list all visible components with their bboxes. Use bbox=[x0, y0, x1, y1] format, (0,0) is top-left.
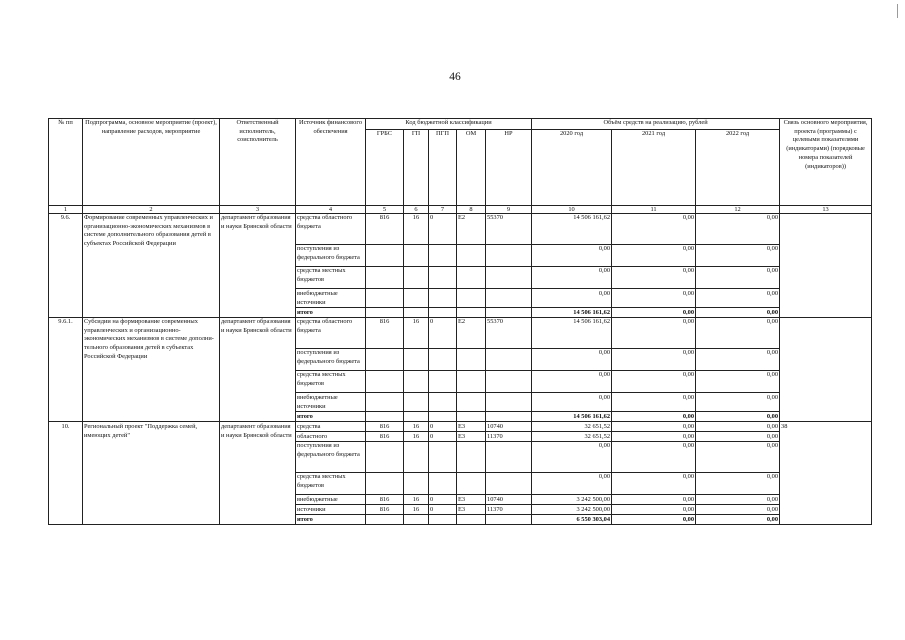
amount-2021: 0,00 bbox=[612, 422, 696, 432]
pgp-code: 0 bbox=[429, 432, 457, 442]
pgp-code bbox=[429, 515, 457, 525]
header-budget-code: Код бюджетной классификации bbox=[366, 119, 532, 130]
amount-2021: 0,00 bbox=[612, 349, 696, 371]
gp-code bbox=[404, 473, 429, 495]
funding-source: областного bbox=[296, 432, 366, 442]
amount-2021: 0,00 bbox=[612, 289, 696, 308]
funding-source: средства местных бюджетов bbox=[296, 371, 366, 393]
pgp-code bbox=[429, 442, 457, 473]
pgp-code: 0 bbox=[429, 422, 457, 432]
header-link: Связь основного мероприятия, проекта (программы) с целевыми показателями (индикаторами) (порядковые номера показателей (индикаторов)) bbox=[780, 119, 872, 206]
om-code: Е3 bbox=[457, 495, 486, 505]
nr-code: 55370 bbox=[486, 214, 532, 245]
amount-2022: 0,00 bbox=[696, 473, 780, 495]
gp-code: 16 bbox=[404, 495, 429, 505]
table-row bbox=[49, 214, 872, 245]
amount-2022: 0,00 bbox=[696, 214, 780, 245]
grbs-code: 816 bbox=[366, 318, 404, 349]
nr-code: 11370 bbox=[486, 505, 532, 515]
om-code: Е2 bbox=[457, 214, 486, 245]
gp-code bbox=[404, 349, 429, 371]
column-number: 8 bbox=[457, 206, 486, 214]
program-name: Региональный проект "Поддержка семей, имеющих детей" bbox=[83, 422, 220, 525]
amount-2022: 0,00 bbox=[696, 412, 780, 422]
column-number: 7 bbox=[429, 206, 457, 214]
amount-2020: 0,00 bbox=[532, 393, 612, 412]
amount-2021: 0,00 bbox=[612, 432, 696, 442]
column-number: 10 bbox=[532, 206, 612, 214]
header-nr: НР bbox=[486, 130, 532, 206]
indicator-link: 38 bbox=[780, 422, 872, 525]
om-code bbox=[457, 515, 486, 525]
funding-source: поступления из федерального бюджета bbox=[296, 245, 366, 267]
nr-code bbox=[486, 308, 532, 318]
grbs-code bbox=[366, 267, 404, 289]
row-number: 9.6. bbox=[49, 214, 83, 318]
amount-2022: 0,00 bbox=[696, 267, 780, 289]
amount-2020: 3 242 500,00 bbox=[532, 495, 612, 505]
amount-2020: 6 550 303,04 bbox=[532, 515, 612, 525]
gp-code bbox=[404, 245, 429, 267]
header-2021: 2021 год bbox=[612, 130, 696, 206]
funding-source: поступления из федерального бюджета bbox=[296, 349, 366, 371]
amount-2022: 0,00 bbox=[696, 422, 780, 432]
table-row bbox=[49, 422, 872, 432]
amount-2021: 0,00 bbox=[612, 473, 696, 495]
funding-source: итого bbox=[296, 412, 366, 422]
grbs-code: 816 bbox=[366, 495, 404, 505]
amount-2020: 14 506 161,62 bbox=[532, 412, 612, 422]
grbs-code bbox=[366, 442, 404, 473]
header-2020: 2020 год bbox=[532, 130, 612, 206]
column-number: 1 bbox=[49, 206, 83, 214]
amount-2020: 0,00 bbox=[532, 289, 612, 308]
scan-edge-mark bbox=[897, 4, 898, 18]
grbs-code bbox=[366, 308, 404, 318]
table-row bbox=[49, 318, 872, 349]
amount-2021: 0,00 bbox=[612, 412, 696, 422]
funding-source: средства областного бюджета bbox=[296, 214, 366, 245]
grbs-code bbox=[366, 289, 404, 308]
pgp-code bbox=[429, 473, 457, 495]
pgp-code: 0 bbox=[429, 318, 457, 349]
column-number: 12 bbox=[696, 206, 780, 214]
header-responsible: Ответственный исполнитель, соисполнитель bbox=[220, 119, 296, 206]
header-source: Источник финансового обеспечения bbox=[296, 119, 366, 206]
om-code bbox=[457, 371, 486, 393]
indicator-link bbox=[780, 214, 872, 318]
nr-code bbox=[486, 442, 532, 473]
amount-2021: 0,00 bbox=[612, 495, 696, 505]
header-gp: ГП bbox=[404, 130, 429, 206]
gp-code: 16 bbox=[404, 214, 429, 245]
gp-code bbox=[404, 371, 429, 393]
column-number-row bbox=[49, 206, 872, 214]
grbs-code: 816 bbox=[366, 505, 404, 515]
om-code bbox=[457, 473, 486, 495]
nr-code bbox=[486, 473, 532, 495]
funding-source: внебюджетные bbox=[296, 495, 366, 505]
header-row bbox=[49, 119, 872, 130]
amount-2020: 14 506 161,62 bbox=[532, 214, 612, 245]
amount-2021: 0,00 bbox=[612, 505, 696, 515]
responsible-executor: департамент образования и науки Брянской области bbox=[220, 214, 296, 318]
amount-2021: 0,00 bbox=[612, 267, 696, 289]
grbs-code bbox=[366, 349, 404, 371]
amount-2021: 0,00 bbox=[612, 214, 696, 245]
grbs-code bbox=[366, 473, 404, 495]
funding-source: внебюджетные источники bbox=[296, 393, 366, 412]
gp-code: 16 bbox=[404, 318, 429, 349]
amount-2020: 0,00 bbox=[532, 349, 612, 371]
pgp-code bbox=[429, 245, 457, 267]
funding-source: итого bbox=[296, 308, 366, 318]
amount-2020: 32 651,52 bbox=[532, 422, 612, 432]
amount-2020: 0,00 bbox=[532, 267, 612, 289]
amount-2020: 3 242 500,00 bbox=[532, 505, 612, 515]
gp-code bbox=[404, 442, 429, 473]
om-code bbox=[457, 267, 486, 289]
nr-code: 55370 bbox=[486, 318, 532, 349]
gp-code: 16 bbox=[404, 432, 429, 442]
grbs-code: 816 bbox=[366, 422, 404, 432]
amount-2022: 0,00 bbox=[696, 393, 780, 412]
nr-code: 10740 bbox=[486, 422, 532, 432]
pgp-code bbox=[429, 289, 457, 308]
nr-code bbox=[486, 412, 532, 422]
om-code bbox=[457, 393, 486, 412]
header-pgp: ПГП bbox=[429, 130, 457, 206]
amount-2022: 0,00 bbox=[696, 289, 780, 308]
pgp-code bbox=[429, 267, 457, 289]
grbs-code bbox=[366, 245, 404, 267]
header-om: ОМ bbox=[457, 130, 486, 206]
grbs-code bbox=[366, 371, 404, 393]
grbs-code bbox=[366, 412, 404, 422]
gp-code: 16 bbox=[404, 422, 429, 432]
nr-code bbox=[486, 349, 532, 371]
column-number: 5 bbox=[366, 206, 404, 214]
amount-2020: 14 506 161,62 bbox=[532, 318, 612, 349]
header-program: Подпрограмма, основное мероприятие (проект), направление расходов, мероприятие bbox=[83, 119, 220, 206]
amount-2020: 0,00 bbox=[532, 245, 612, 267]
pgp-code bbox=[429, 308, 457, 318]
amount-2022: 0,00 bbox=[696, 318, 780, 349]
column-number: 3 bbox=[220, 206, 296, 214]
pgp-code: 0 bbox=[429, 214, 457, 245]
om-code bbox=[457, 308, 486, 318]
pgp-code bbox=[429, 393, 457, 412]
amount-2021: 0,00 bbox=[612, 515, 696, 525]
om-code: Е3 bbox=[457, 422, 486, 432]
om-code: Е3 bbox=[457, 505, 486, 515]
nr-code bbox=[486, 245, 532, 267]
header-volume: Объём средств на реализацию, рублей bbox=[532, 119, 780, 130]
amount-2021: 0,00 bbox=[612, 393, 696, 412]
amount-2021: 0,00 bbox=[612, 245, 696, 267]
gp-code bbox=[404, 393, 429, 412]
amount-2022: 0,00 bbox=[696, 432, 780, 442]
program-name: Формирование современных управленческих и организационно-экономических механизмов в системе дополнительного образования детей в субъектах Российской Федерации bbox=[83, 214, 220, 318]
amount-2022: 0,00 bbox=[696, 349, 780, 371]
nr-code bbox=[486, 515, 532, 525]
funding-source: средства bbox=[296, 422, 366, 432]
grbs-code bbox=[366, 515, 404, 525]
nr-code: 11370 bbox=[486, 432, 532, 442]
amount-2020: 0,00 bbox=[532, 473, 612, 495]
amount-2021: 0,00 bbox=[612, 371, 696, 393]
funding-source: внебюджетные источники bbox=[296, 289, 366, 308]
column-number: 6 bbox=[404, 206, 429, 214]
amount-2021: 0,00 bbox=[612, 308, 696, 318]
pgp-code: 0 bbox=[429, 505, 457, 515]
header-num: № пп bbox=[49, 119, 83, 206]
amount-2020: 14 506 161,62 bbox=[532, 308, 612, 318]
grbs-code: 816 bbox=[366, 432, 404, 442]
amount-2021: 0,00 bbox=[612, 442, 696, 473]
nr-code bbox=[486, 393, 532, 412]
program-name: Субсидии на формирование современных управленческих и организационно-экономических механизмов в системе дополни-тельного образования детей в субъектах Российской Федерации bbox=[83, 318, 220, 422]
om-code bbox=[457, 289, 486, 308]
page-number: 46 bbox=[449, 71, 461, 83]
funding-source: средства местных бюджетов bbox=[296, 473, 366, 495]
column-number: 13 bbox=[780, 206, 872, 214]
gp-code bbox=[404, 412, 429, 422]
responsible-executor: департамент образования и науки Брянской области bbox=[220, 422, 296, 525]
row-number: 10. bbox=[49, 422, 83, 525]
funding-source: средства областного бюджета bbox=[296, 318, 366, 349]
amount-2022: 0,00 bbox=[696, 371, 780, 393]
amount-2022: 0,00 bbox=[696, 442, 780, 473]
pgp-code: 0 bbox=[429, 495, 457, 505]
amount-2020: 32 651,52 bbox=[532, 432, 612, 442]
gp-code bbox=[404, 289, 429, 308]
om-code bbox=[457, 412, 486, 422]
nr-code: 10740 bbox=[486, 495, 532, 505]
column-number: 11 bbox=[612, 206, 696, 214]
indicator-link bbox=[780, 318, 872, 422]
header-2022: 2022 год bbox=[696, 130, 780, 206]
grbs-code bbox=[366, 393, 404, 412]
grbs-code: 816 bbox=[366, 214, 404, 245]
budget-table bbox=[48, 118, 872, 525]
nr-code bbox=[486, 267, 532, 289]
om-code bbox=[457, 245, 486, 267]
funding-source: поступления из федерального бюджета bbox=[296, 442, 366, 473]
header-grbs: ГРБС bbox=[366, 130, 404, 206]
column-number: 2 bbox=[83, 206, 220, 214]
amount-2022: 0,00 bbox=[696, 495, 780, 505]
funding-source: источники bbox=[296, 505, 366, 515]
column-number: 9 bbox=[486, 206, 532, 214]
funding-source: средства местных бюджетов bbox=[296, 267, 366, 289]
responsible-executor: департамент образования и науки Брянской области bbox=[220, 318, 296, 422]
column-number: 4 bbox=[296, 206, 366, 214]
amount-2022: 0,00 bbox=[696, 515, 780, 525]
pgp-code bbox=[429, 371, 457, 393]
amount-2022: 0,00 bbox=[696, 308, 780, 318]
om-code bbox=[457, 349, 486, 371]
om-code: Е3 bbox=[457, 432, 486, 442]
amount-2020: 0,00 bbox=[532, 442, 612, 473]
gp-code bbox=[404, 515, 429, 525]
om-code bbox=[457, 442, 486, 473]
row-number: 9.6.1. bbox=[49, 318, 83, 422]
pgp-code bbox=[429, 349, 457, 371]
nr-code bbox=[486, 371, 532, 393]
gp-code bbox=[404, 267, 429, 289]
nr-code bbox=[486, 289, 532, 308]
funding-source: итого bbox=[296, 515, 366, 525]
amount-2020: 0,00 bbox=[532, 371, 612, 393]
gp-code: 16 bbox=[404, 505, 429, 515]
amount-2022: 0,00 bbox=[696, 245, 780, 267]
gp-code bbox=[404, 308, 429, 318]
pgp-code bbox=[429, 412, 457, 422]
amount-2021: 0,00 bbox=[612, 318, 696, 349]
amount-2022: 0,00 bbox=[696, 505, 780, 515]
om-code: Е2 bbox=[457, 318, 486, 349]
